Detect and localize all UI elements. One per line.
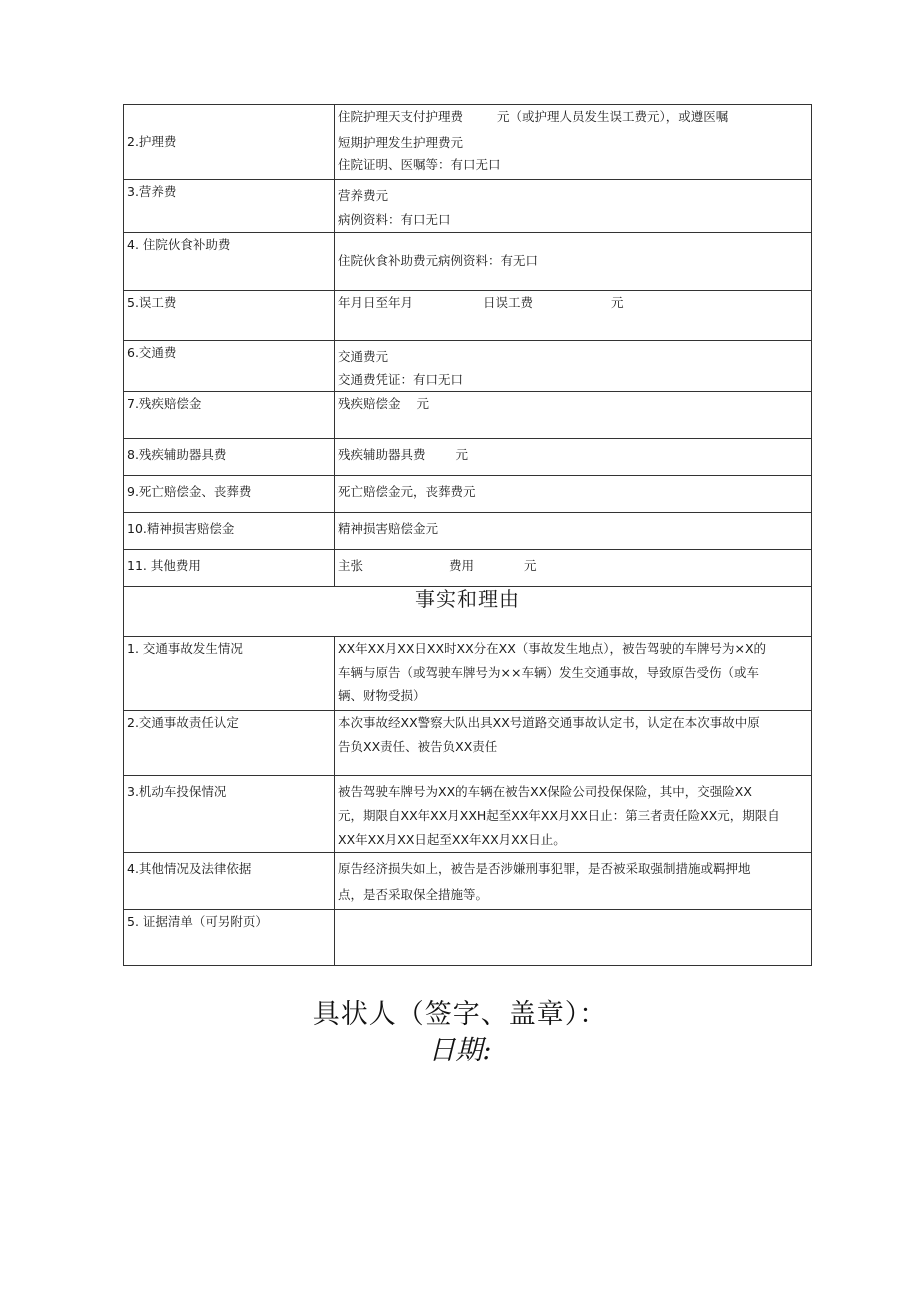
disability-comp-line: 残疾赔偿金 元 [338,396,430,411]
accident-occurrence-row [124,637,812,711]
nutrition-fee-proof: 病例资料：有口无口 [338,212,451,227]
disability-comp-row [124,392,812,439]
insurance-line-2: 元，期限自XX年XX月XXH起至XX年XX月XX日止：第三者责任险XX元，期限自 [338,808,780,823]
row-label [124,439,335,476]
death-comp-label: 9.死亡赔偿金、丧葬费 [127,484,252,499]
mental-damage-row [124,513,812,550]
row-content [335,853,812,910]
lost-wages-label: 5.误工费 [124,291,335,341]
row-label [124,853,335,910]
row-content [335,513,812,550]
row-content [335,711,812,776]
insurance-row [124,776,812,853]
row-label [124,105,335,180]
evidence-list-content [335,910,812,966]
death-comp-row [124,476,812,513]
liability-row [124,711,812,776]
nursing-fee-line: 住院护理天支付护理费 元（或护理人员发生误工费元），或遵医嘱 [338,109,729,124]
row-label [124,513,335,550]
disability-comp-label: 7.残疾赔偿金 [124,392,335,439]
row-content [335,550,812,587]
other-fees-line: 主张 费用 元 [338,558,537,573]
evidence-list-label: 5. 证据清单（可另附页） [124,910,335,966]
insurance-line-1: 被告驾驶车牌号为XX的车辆在被告XX保险公司投保保险，其中，交强险XX [338,784,752,799]
accident-occurrence-line-2: 车辆与原告（或驾驶车牌号为××车辆）发生交通事故，导致原告受伤（或车 [338,665,759,680]
accident-occurrence-line-3: 辆、财物受损） [338,688,426,703]
nursing-fee-proof: 住院证明、医嘱等：有口无口 [338,157,501,172]
other-circumstances-row [124,853,812,910]
other-circumstances-line-2: 点，是否采取保全措施等。 [338,887,489,902]
lost-wages-line: 年月日至年月 日误工费 元 [338,295,624,310]
row-content [335,637,812,711]
nursing-fee-label: 2.护理费 [127,134,177,149]
liability-label: 2.交通事故责任认定 [124,711,335,776]
aid-devices-row [124,439,812,476]
row-content [335,476,812,513]
nutrition-fee-amount: 营养费元 [338,188,389,203]
complaint-form-table [123,104,812,966]
nutrition-fee-row [124,180,812,233]
row-content [335,105,812,180]
row-content [335,233,812,291]
liability-line-2: 告负XX责任、被告负XX责任 [338,739,498,754]
other-circumstances-line-1: 原告经济损失如上，被告是否涉嫌刑事犯罪，是否被采取强制措施或羁押地 [338,861,751,876]
transport-fee-proof: 交通费凭证：有口无口 [338,372,464,387]
row-content [335,439,812,476]
other-fees-label: 11. 其他费用 [127,558,201,573]
aid-devices-label: 8.残疾辅助器具费 [127,447,227,462]
row-label [124,550,335,587]
food-subsidy-content: 住院伙食补助费元病例资料：有无口 [338,253,539,268]
death-comp-content: 死亡赔偿金元，丧葬费元 [338,484,476,499]
row-content [335,180,812,233]
date-line: 日期: [428,1035,492,1066]
transport-fee-amount: 交通费元 [338,349,389,364]
row-label [124,776,335,853]
mental-damage-label: 10.精神损害赔偿金 [127,521,235,536]
transport-fee-label: 6.交通费 [124,341,335,392]
nursing-fee-short-term: 短期护理发生护理费元 [338,135,464,150]
food-subsidy-label: 4. 住院伙食补助费 [124,233,335,291]
evidence-list-row [124,910,812,966]
row-content [335,341,812,392]
signatory-line: 具状人（签字、盖章）： [312,999,608,1030]
food-subsidy-row [124,233,812,291]
mental-damage-content: 精神损害赔偿金元 [338,521,439,536]
section-title: 事实和理由 [124,587,812,637]
row-content [335,392,812,439]
nutrition-fee-label: 3.营养费 [124,180,335,233]
insurance-line-3: XX年XX月XX日起至XX年XX月XX日止。 [338,832,566,847]
liability-line-1: 本次事故经XX警察大队出具XX号道路交通事故认定书，认定在本次事故中原 [338,715,760,730]
accident-occurrence-label: 1. 交通事故发生情况 [124,637,335,711]
accident-occurrence-line-1: XX年XX月XX日XX时XX分在XX（事故发生地点），被告驾驶的车牌号为×X的 [338,641,767,656]
aid-devices-line: 残疾辅助器具费 元 [338,447,469,462]
insurance-label: 3.机动车投保情况 [127,784,227,799]
nursing-fee-row [124,105,812,180]
row-content [335,776,812,853]
lost-wages-row [124,291,812,341]
other-fees-row [124,550,812,587]
transport-fee-row [124,341,812,392]
row-content [335,291,812,341]
row-label [124,476,335,513]
facts-section-header-row [124,587,812,637]
other-circumstances-label: 4.其他情况及法律依据 [127,861,252,876]
